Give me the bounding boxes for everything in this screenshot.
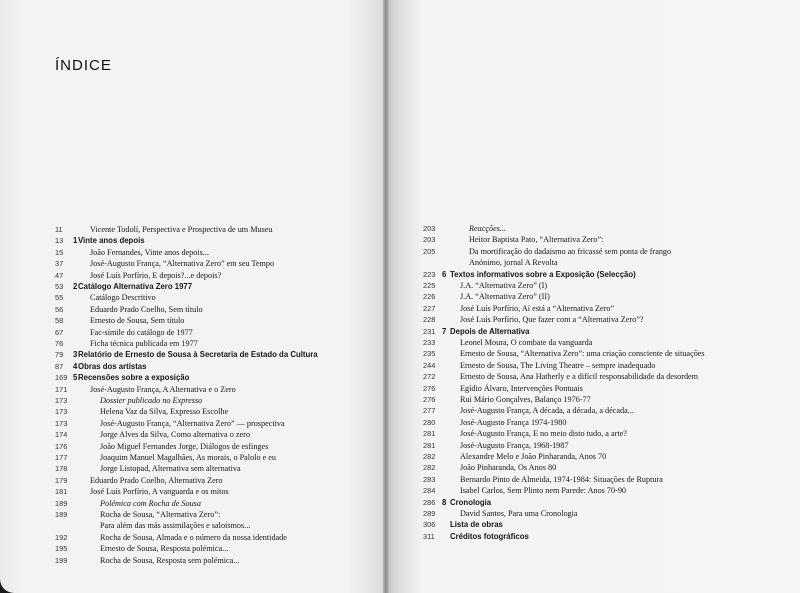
toc-entry-title: Eduardo Prado Coelho, Alternativa Zero (90, 475, 223, 485)
toc-page-number: 228 (423, 315, 436, 325)
toc-page-number: 283 (423, 474, 436, 484)
toc-entry-title: Alexandre Melo e João Pinharanda, Anos 70 (460, 452, 607, 461)
toc-entry-title: Jorge Alves da Silva, Como alternativa o zero (100, 430, 250, 440)
toc-entry-title: José Luís Porfírio, E depois?...e depois? (90, 270, 222, 280)
toc-page-number: 176 (55, 441, 68, 451)
toc-entry-title: Para além das más assimilações e saloismos... (100, 521, 251, 531)
toc-page-number: 277 (423, 406, 436, 416)
toc-page-number: 58 (55, 316, 64, 326)
toc-entry-title: José-Augusto França, E no meio disto tudo, a arte? (460, 429, 627, 439)
toc-page-number: 178 (55, 464, 68, 474)
toc-page-number: 55 (55, 293, 64, 303)
toc-entry-title: Anónimo, jornal A Revolta (469, 258, 558, 268)
toc-entry-title: Leonel Moura, O combate da vanguarda (460, 338, 593, 347)
toc-page-number: 281 (423, 440, 436, 450)
toc-page-number: 11 (55, 225, 63, 234)
toc-entry-title: Ficha técnica publicada em 1977 (90, 339, 198, 348)
toc-page-number: 276 (423, 383, 436, 393)
toc-entry-title: Isabel Carlos, Sem Plinto nem Parede: Anos 70-90 (460, 486, 627, 496)
toc-page-number: 177 (55, 453, 68, 462)
toc-entry-title: J.A. “Alternativa Zero” (I) (460, 281, 548, 290)
toc-page-number: 281 (423, 429, 436, 439)
toc-entry-title: Vinte anos depois (78, 236, 145, 246)
toc-page-number: 173 (55, 407, 68, 417)
toc-page-number: 173 (55, 418, 68, 428)
toc-page-number: 37 (55, 259, 64, 269)
toc-page-number: 56 (55, 304, 64, 314)
toc-entry-title: João Miguel Fernandes Jorge, Diálogos de esfinges (100, 441, 269, 451)
toc-page-number: 15 (55, 247, 64, 257)
toc-entry-title: Dossier publicado no Expresso (100, 396, 203, 405)
toc-entry-title: José Luís Porfírio, Aí está a “Alternativa Zero” (460, 303, 615, 313)
toc-entry-title: José-Augusto França, “Alternativa Zero” — prospectiva (100, 418, 285, 428)
toc-page-number: 13 (55, 236, 64, 246)
toc-page-number: 226 (423, 292, 436, 302)
toc-section-number: 7 (442, 326, 447, 336)
toc-page-number: 179 (55, 475, 68, 485)
toc-entry-title: Relatório de Ernesto de Sousa à Secretaria de Estado da Cultura (78, 350, 318, 360)
toc-page-number: 76 (55, 339, 64, 348)
toc-page-number: 282 (423, 463, 436, 473)
toc-entry-title: Ernesto de Sousa, “Alternativa Zero”: uma criação consciente de situações (460, 349, 705, 359)
toc-page-number: 53 (55, 282, 64, 291)
toc-page-number: 233 (423, 338, 436, 347)
toc-section-number: 2 (73, 282, 78, 291)
toc-page-number: 205 (423, 246, 436, 256)
toc-entry-title: Obras dos artistas (78, 361, 147, 371)
toc-entry-title: Lista de obras (450, 520, 503, 530)
toc-entry-title: J.A. “Alternativa Zero” (II) (460, 292, 550, 302)
toc-page-number: 227 (423, 303, 436, 313)
toc-entry-title: Egídio Álvaro, Intervenções Pontuais (460, 383, 583, 393)
toc-entry-title: Vicente Todolí, Perspectiva e Prospectiva de um Museu (90, 225, 273, 234)
toc-page-number: 223 (423, 269, 436, 279)
toc-entry-title: Rui Mário Gonçalves, Balanço 1976-77 (460, 395, 591, 404)
toc-entry-title: Textos informativos sobre a Exposição (Selecção) (450, 269, 636, 279)
toc-page-number: 47 (55, 270, 64, 280)
toc-entry-title: David Santos, Para uma Cronologia (460, 509, 578, 518)
toc-page-number: 306 (423, 520, 436, 530)
toc-page-number: 272 (423, 372, 436, 382)
toc-page-number: 195 (55, 544, 68, 554)
toc-page-number: 231 (423, 326, 436, 336)
toc-section-number: 1 (73, 236, 78, 246)
toc-section-number: 8 (442, 497, 447, 507)
toc-entry-title: José-Augusto França, A década, a década, a década... (460, 406, 634, 416)
toc-entry-title: Rocha de Sousa, Almada e o número da nossa identidade (100, 532, 287, 542)
toc-entry-title: José Luís Porfírio, A vanguarda e os mitos (90, 487, 229, 497)
toc-entry-title: Fac-símile do catálogo de 1977 (90, 327, 193, 337)
toc-entry-title: Catálogo Descritivo (90, 293, 156, 303)
toc-entry-title: Joaquim Manuel Magalhães, As morais, o Palolo e eu (100, 453, 276, 462)
toc-entry-title: José-Augusto França, 1968-1987 (460, 440, 569, 450)
toc-page-number: 286 (423, 497, 436, 507)
left-page (0, 0, 395, 593)
toc-entry-title: João Pinharanda, Os Anos 80 (460, 463, 557, 473)
toc-entry-title: Polémica com Rocha de Sousa (100, 498, 201, 508)
toc-entry-title: Catálogo Alternativa Zero 1977 (78, 282, 193, 291)
toc-entry-title: José-Augusto França 1974-1980 (460, 417, 567, 427)
toc-entry-title: José-Augusto França, “Alternativa Zero” em seu Tempo (90, 259, 275, 269)
toc-entry-title: Cronologia (450, 497, 492, 507)
toc-section-number: 4 (73, 361, 78, 371)
toc-entry-title: João Fernandes, Vinte anos depois... (90, 247, 209, 257)
page-title: ÍNDICE (55, 57, 112, 74)
toc-page-number: 203 (423, 224, 436, 233)
toc-entry-title: Ernesto de Sousa, Resposta polémica... (100, 544, 229, 554)
toc-page-number: 235 (423, 349, 436, 359)
toc-page-number: 173 (55, 396, 68, 405)
toc-page-number: 199 (55, 555, 68, 565)
toc-page-number: 289 (423, 509, 436, 518)
toc-page-number: 244 (423, 360, 436, 370)
toc-page-number: 276 (423, 395, 436, 404)
toc-entry-title: Ernesto de Sousa, Sem título (90, 316, 185, 326)
toc-page-number: 225 (423, 281, 436, 290)
toc-entry-title: Jorge Listopad, Alternativa sem alternativa (100, 464, 241, 474)
toc-entry-title: José Luís Porfírio, Que fazer com a “Alternativa Zero”? (460, 315, 644, 325)
right-page (387, 0, 800, 593)
toc-page-number: 189 (55, 498, 68, 508)
toc-entry-title: Rocha de Sousa, “Alternativa Zero”: (100, 510, 221, 519)
toc-page-number: 181 (55, 487, 68, 497)
toc-entry-title: Helena Vaz da Silva, Expresso Escolhe (100, 407, 229, 417)
toc-entry-title: Rocha de Sousa, Resposta sem polémica... (100, 555, 240, 565)
toc-page-number: 284 (423, 486, 436, 496)
toc-entry-title: Créditos fotográficos (450, 531, 529, 541)
toc-page-number: 67 (55, 327, 64, 337)
toc-section-number: 6 (442, 269, 447, 279)
toc-page-number: 311 (423, 531, 435, 541)
toc-entry-title: Ernesto de Sousa, Ana Hatherly e a difícil responsabilidade da desordem (460, 372, 699, 382)
toc-entry-title: Ernesto de Sousa, The Living Theatre – sempre inadequado (460, 360, 656, 370)
toc-entry-title: Da mortificação do dadaismo ao fricassé sem ponta de frango (469, 246, 672, 256)
toc-entry-title: Recensões sobre a exposição (78, 373, 190, 383)
toc-entry-title: Reacções... (469, 224, 507, 233)
toc-entry-title: José-Augusto França, A Alternativa e o Zero (90, 384, 236, 394)
toc-page-number: 174 (55, 430, 68, 440)
toc-page-number: 280 (423, 417, 436, 427)
toc-entry-title: Heitor Baptista Pato, “Alternativa Zero”: (469, 235, 604, 245)
toc-page-number: 171 (55, 384, 68, 394)
toc-page-number: 192 (55, 532, 68, 542)
book-gutter (383, 0, 389, 593)
toc-section-number: 5 (73, 373, 78, 383)
toc-page-number: 282 (423, 452, 436, 461)
toc-page-number: 169 (55, 373, 68, 383)
toc-page-number: 203 (423, 235, 436, 245)
toc-entry-title: Bernardo Pinto de Almeida, 1974-1984: Situações de Ruptura (460, 474, 663, 484)
toc-page-number: 189 (55, 510, 68, 519)
toc-page-number: 79 (55, 350, 64, 360)
toc-section-number: 3 (73, 350, 78, 360)
toc-page-number: 87 (55, 361, 64, 371)
toc-entry-title: Eduardo Prado Coelho, Sem título (90, 304, 203, 314)
toc-entry-title: Depois de Alternativa (450, 326, 530, 336)
